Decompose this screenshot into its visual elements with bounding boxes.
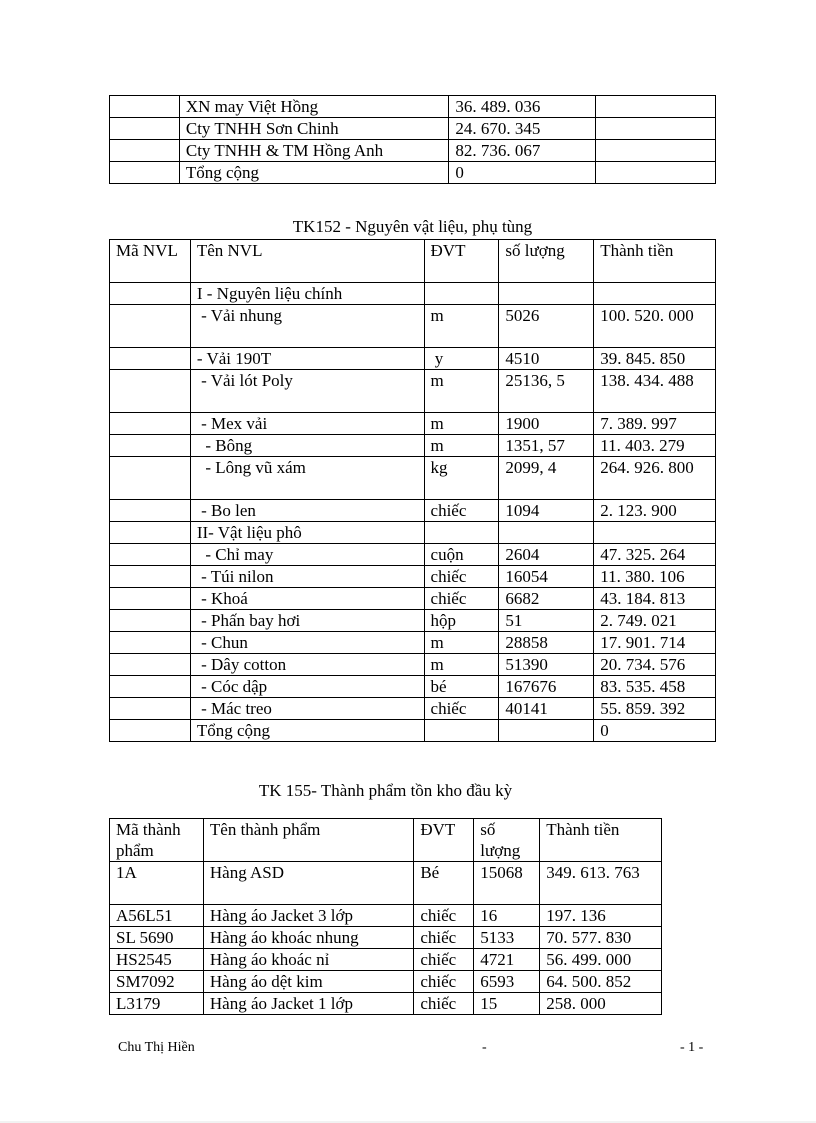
table-row: L3179 Hàng áo Jacket 1 lớp chiếc 15 258. 000: [110, 993, 662, 1015]
table-row: - Chỉ may cuộn 2604 47. 325. 264: [110, 544, 716, 566]
footer-center: -: [482, 1040, 487, 1055]
table-header-row: [110, 240, 716, 283]
header-unit: ĐVT: [414, 819, 474, 862]
table-row: - Chun m 28858 17. 901. 714: [110, 632, 716, 654]
tk152-table: [109, 239, 716, 742]
header-code: Mã NVL: [110, 240, 191, 283]
table-row: - Túi nilon chiếc 16054 11. 380. 106: [110, 566, 716, 588]
table-row: XN may Việt Hồng 36. 489. 036: [110, 96, 716, 118]
table-row: Tổng cộng 0: [110, 162, 716, 184]
table-row: Cty TNHH & TM Hồng Anh 82. 736. 067: [110, 140, 716, 162]
tk155-table: [109, 818, 662, 1015]
table-row: - Dây cotton m 51390 20. 734. 576: [110, 654, 716, 676]
table-row: - Mác treo chiếc 40141 55. 859. 392: [110, 698, 716, 720]
header-name: Tên NVL: [190, 240, 424, 283]
table-row: Cty TNHH Sơn Chinh 24. 670. 345: [110, 118, 716, 140]
table-row: SL 5690 Hàng áo khoác nhung chiếc 5133 70. 577. 830: [110, 927, 662, 949]
header-qty: số lượng: [474, 819, 540, 862]
table-row: A56L51 Hàng áo Jacket 3 lớp chiếc 16 197. 136: [110, 905, 662, 927]
header-qty: số lượng: [499, 240, 594, 283]
table-row: I - Nguyên liệu chính: [110, 283, 716, 305]
table-row: SM7092 Hàng áo dệt kim chiếc 6593 64. 500. 852: [110, 971, 662, 993]
table-row: HS2545 Hàng áo khoác nỉ chiếc 4721 56. 499. 000: [110, 949, 662, 971]
top-table: [109, 95, 716, 184]
table-row: - Vải 190T y 4510 39. 845. 850: [110, 348, 716, 370]
table-row: - Bo len chiếc 1094 2. 123. 900: [110, 500, 716, 522]
table-row: - Vải nhung m 5026 100. 520. 000: [110, 305, 716, 348]
footer-page-number: - 1 -: [680, 1040, 704, 1055]
table-row: - Lông vũ xám kg 2099, 4 264. 926. 800: [110, 457, 716, 500]
header-amount: Thành tiền: [594, 240, 716, 283]
header-amount: Thành tiền: [540, 819, 662, 862]
table-row: - Khoá chiếc 6682 43. 184. 813: [110, 588, 716, 610]
header-name: Tên thành phẩm: [203, 819, 413, 862]
table-row: - Vải lót Poly m 25136, 5 138. 434. 488: [110, 370, 716, 413]
table-header-row: [110, 819, 662, 862]
tk155-title: TK 155- Thành phẩm tồn kho đầu kỳ: [258, 781, 513, 800]
table-row: - Bông m 1351, 57 11. 403. 279: [110, 435, 716, 457]
table-total-row: Tổng cộng 0: [110, 720, 716, 742]
tk152-title: TK152 - Nguyên vật liệu, phụ tùng: [292, 217, 533, 236]
footer-author: Chu Thị Hiền: [118, 1040, 195, 1055]
header-unit: ĐVT: [424, 240, 499, 283]
table-row: - Phấn bay hơi hộp 51 2. 749. 021: [110, 610, 716, 632]
header-code: Mã thành phẩm: [110, 819, 204, 862]
table-row: - Mex vải m 1900 7. 389. 997: [110, 413, 716, 435]
table-row: 1A Hàng ASD Bé 15068 349. 613. 763: [110, 862, 662, 905]
table-row: - Cóc dập bé 167676 83. 535. 458: [110, 676, 716, 698]
table-row: II- Vật liệu phô: [110, 522, 716, 544]
